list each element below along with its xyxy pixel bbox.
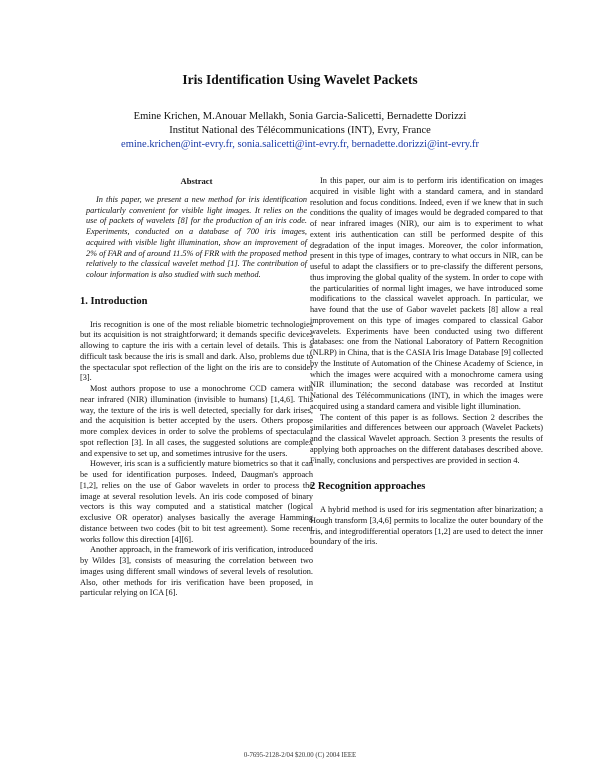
paper-title: Iris Identification Using Wavelet Packets [182,72,418,87]
section-heading: 2 Recognition approaches [310,481,426,493]
paragraph: A hybrid method is used for iris segmentation after binarization; a Hough transform [3,4,6] permits to localize the outer boundary of the iris, and integrodifferential operators [1,2] are used to detect the inner boundary of the iris. [310,505,543,547]
paragraph: However, iris scan is a sufficiently mature biometrics so that it can be used for identification purposes. Indeed, Daugman's approach [1,2], relies on the use of Gabor wavelets in order to process the image at several resolution levels. An iris code composed of binary vectors is this way computed and a statistical matcher (logical exclusive OR operator) analyses basically the average Hamming distance between two codes (bit to bit test agreement). Some recent works follow this direction [4][6]. [80,459,313,544]
right-column [310,176,543,548]
abstract-heading: Abstract [180,176,213,186]
section-heading: 1. Introduction [80,295,148,307]
paragraph: In this paper, our aim is to perform iris identification on images acquired in visible light with a standard camera, and in standard resolution and focus conditions. Indeed, even if we knew that in such conditions the quality of images would be degraded compared to that of near infrared images (NIR), our aim is to experiment to what extent iris authentication can still be performed despite of this degradation of the input images. Moreover, the color information, present in this type of images, contrary to what occurs in NIR, can be useful to adapt the classifiers or to pre-classify the different persons, thus improving the global quality of the system. In order to cope with the particularities of normal light images, we have introduced some modifications to the classical wavelet approach. In particular, we have found that the use of Gabor wavelet packets [8] allow a real improvement on this type of images compared to classical Gabor wavelets. Experiments have been conducted using two different databases: one from the National Laboratory of Pattern Recognition (NLRP) in China, that is the CASIA Iris Image Database [9] collected by the Institute of Automation of the Chinese Academy of Science, in which the images were acquired with a monochrome camera using NIR illumination; the second database was recorded at Institut National des Télécommunications (INT), in which the images were acquired using a standard camera and visible light illumination. [310,176,543,411]
abstract-text: In this paper, we present a new method for iris identification particularly convenient for visible light images. It relies on the use of packets of wavelets [8] for the production of an iris code. Experiments, conducted on a database of 700 iris images, acquired with visible light illumination, show an improvement of 2% of FAR and of around 11.5% of FRR with the proposed method relatively to the classical wavelet method [1]. The contribution of colour information is also studied with such method. [86,194,308,279]
left-column [80,176,313,599]
page-footer: 0-7695-2128-2/04 $20.00 (C) 2004 IEEE [243,752,357,759]
author-block [0,110,600,152]
affiliation: Institut National des Télécommunications (INT), Evry, France [169,125,431,136]
paragraph: The content of this paper is as follows. Section 2 describes the similarities and differences between our approach (Wavelet Packets) and the classical Wavelet approach. Section 3 presents the results of applying both approaches on the different databases described above. Finally, conclusions and perspectives are provided in section 4. [310,412,543,465]
paragraph: Most authors propose to use a monochrome CCD camera with near infrared (NIR) illumination (invisible to humans) [1,4,6]. This way, the texture of the iris is well detected, specially for dark irises, and the acquisition is better accepted by the users. Others propose more complex devices in order to solve the problems of spectacular spot reflection [3]. In all cases, the suggested solutions are complex and expensive to set up, and sometimes intrusive for the users. [80,384,313,458]
author-names: Emine Krichen, M.Anouar Mellakh, Sonia Garcia-Salicetti, Bernadette Dorizzi [133,111,467,122]
paragraph: Iris recognition is one of the most reliable biometric technologies but its acquisition is not straightforward; it demands specific devices allowing to capture the iris with a certain level of details. This is a difficult task because the iris is small and dark. Also, problems due to the spectacular spot reflection of the light on the iris are to consider [3]. [80,319,313,383]
email-links[interactable]: emine.krichen@int-evry.fr, sonia.salicetti@int-evry.fr, bernadette.dorizzi@int-evry.fr [121,139,479,150]
paragraph: Another approach, in the framework of iris verification, introduced by Wildes [3], consists of measuring the correlation between two images using different small windows of several levels of resolution. Also, other methods for iris verification have been proposed, in particular relying on ICA [6]. [80,545,313,598]
